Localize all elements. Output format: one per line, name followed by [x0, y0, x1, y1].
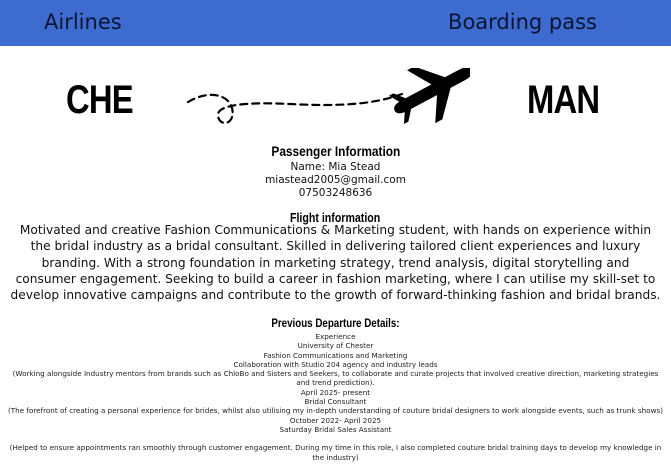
passenger-email: miastead2005@gmail.com — [265, 174, 406, 186]
detail-line: Fashion Communications and Marketing — [263, 350, 408, 360]
boarding-pass-label: Boarding pass — [448, 10, 597, 34]
passenger-phone: 07503248636 — [298, 187, 373, 199]
passenger-section — [0, 141, 671, 200]
flight-title: Flight information — [290, 211, 381, 225]
detail-line: Saturday Bridal Sales Assistant — [279, 424, 392, 434]
origin-code: CHE — [66, 78, 133, 122]
detail-line: (The forefront of creating a personal experience for brides, whilst also utilising my in-depth understanding of couture bridal designers to work alongside events, such as trunk shows) — [7, 406, 664, 416]
detail-line: (Helped to ensure appointments ran smoothly through customer engagement. During my time in this role, I also completed couture bridal training days to develop my knowledge in the industry) — [9, 443, 662, 462]
detail-line: University of Chester — [297, 341, 374, 351]
flight-graphic — [180, 68, 470, 134]
detail-line: Experience — [315, 332, 356, 341]
departures-section — [0, 312, 671, 462]
airlines-label: Airlines — [44, 10, 122, 34]
header-bar — [0, 0, 671, 46]
detail-line: Bridal Consultant — [304, 397, 367, 407]
airplane-icon — [381, 68, 470, 134]
flight-summary: Motivated and creative Fashion Communications & Marketing student, with hands on experience within the bridal industry as a bridal consultant. Skilled in delivering tailored client experiences and luxury branding. With a strong foundation in marketing strategy, trend analysis, digital storytelling and consumer engagement. Seeking to build a career in fashion marketing, where I can utilise my skill-set to develop innovative campaigns and contribute to the growth of forward-thinking fashion and bridal brands. — [10, 223, 661, 303]
detail-line: October 2022- April 2025 — [289, 415, 382, 425]
departures-title: Previous Departure Details: — [271, 318, 400, 330]
destination-code: MAN — [527, 78, 600, 122]
detail-line: (Working alongside Industry mentors from brands such as ChloBo and Sisters and Seekers, to collaborate and curate projects that involved creative direction, marketing strategies and trend prediction). — [12, 369, 659, 388]
detail-line: Collaboration with Studio 204 agency and industry leads — [233, 359, 438, 369]
dashed-flight-path — [188, 94, 402, 123]
passenger-title: Passenger Information — [271, 143, 400, 159]
detail-spacer — [6, 434, 665, 443]
detail-line: April 2025- present — [300, 387, 371, 397]
passenger-name: Name: Mia Stead — [290, 161, 381, 173]
